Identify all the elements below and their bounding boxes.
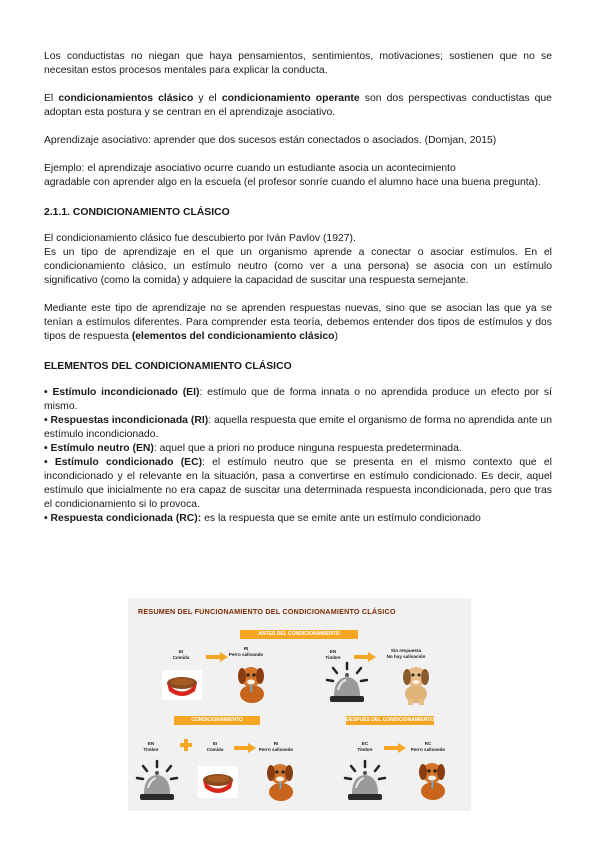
arrow-icon	[234, 743, 256, 753]
banner-during: CONDICIONAMIENTO	[174, 716, 260, 725]
bell-icon	[324, 660, 370, 706]
section-heading-elements: ELEMENTOS DEL CONDICIONAMIENTO CLÁSICO	[44, 361, 292, 372]
label-during-ei	[202, 741, 228, 752]
item-desc: : estímulo que de forma innata o no aprendida produce un efecto por sí mismo.	[44, 387, 552, 412]
item-term: • Estímulo condicionado (EC)	[44, 457, 203, 468]
salivating-dog-icon	[260, 758, 302, 804]
paragraph-example-line1: Ejemplo: el aprendizaje asociativo ocurre cuando un estudiante asocia un acontecimiento	[44, 163, 456, 174]
text-run: Mediante este tipo de aprendizaje no se aprenden respuestas nuevas, sino que se asocian las que ya se tenían a estímulos diferentes. Para comprender esta teoría, debemos entender dos tipos de estímulos y dos tipos de respuesta	[44, 303, 552, 342]
banner-after: DESPUÉS DEL CONDICIONAMIENTO	[346, 717, 435, 723]
classical-conditioning-infographic	[128, 598, 471, 811]
label-text: RI Perro salivando	[228, 646, 264, 657]
banner-before: ANTES DEL CONDICIONAMIENTO	[240, 630, 358, 639]
bell-icon	[134, 758, 180, 804]
label-text: EN Timbre	[325, 649, 341, 660]
label-during-en	[138, 741, 164, 752]
salivating-dog-icon	[232, 662, 272, 706]
text-run: )	[334, 331, 338, 342]
salivating-dog-icon	[412, 756, 454, 804]
label-text: RI Perro salivando	[258, 741, 294, 752]
paragraph-definition: Aprendizaje asociativo: aprender que dos sucesos están conectados o asociados. (Domjan, 2015)	[44, 135, 497, 146]
elements-list	[44, 386, 552, 526]
item-desc: es la respuesta que se emite ante un estímulo condicionado	[201, 513, 481, 524]
text-run: son dos perspectivas conductistas que adoptan esta postura y se centran en el aprendizaje asociativo.	[44, 93, 552, 118]
label-text: EC Timbre	[357, 741, 373, 752]
item-desc: : aquel que a priori no produce ninguna respuesta predeterminada.	[153, 443, 462, 454]
arrow-icon	[384, 743, 406, 753]
list-item	[44, 386, 552, 414]
food-bowl-icon	[198, 766, 238, 798]
list-item	[44, 414, 552, 442]
bell-icon	[342, 758, 388, 804]
paragraph-intro: Los conductistas no niegan que haya pensamientos, sentimientos, motivaciones; sostienen que no se necesitan estos procesos mentales para explicar la conducta.	[44, 51, 552, 76]
item-term: • Estímulo incondicionado (EI)	[44, 387, 200, 398]
infographic-title: RESUMEN DEL FUNCIONAMIENTO DEL CONDICIONAMIENTO CLÁSICO	[138, 607, 396, 616]
item-desc: : el estímulo neutro que se presenta en el mismo contexto que el incondicionado y el relevante en la situación, pasa a convertirse en estímulo condicionado. Es decir, aquel estímulo que inicialmente no era capaz de suscitar una determinada respuesta incondicionada, pero que tras el condicionamiento si lo provoca.	[44, 457, 552, 510]
label-after-ec	[352, 741, 378, 752]
list-item	[44, 512, 552, 526]
list-item	[44, 456, 552, 512]
paragraph-learning	[44, 302, 552, 344]
item-term: • Respuestas incondicionada (RI)	[44, 415, 209, 426]
text-run: El	[44, 93, 59, 104]
label-before-none	[386, 648, 426, 659]
plus-icon	[180, 739, 192, 751]
arrow-icon	[206, 652, 228, 662]
item-term: • Respuesta condicionada (RC):	[44, 513, 202, 524]
term-operant: condicionamiento operante	[221, 93, 360, 104]
calm-dog-icon	[398, 662, 434, 706]
paragraph-pavlov: El condicionamiento clásico fue descubierto por Iván Pavlov (1927).	[44, 233, 356, 244]
paragraph-example-line2: agradable con aprender algo en la escuela (el profesor sonríe cuando el alumno hace una buena pregunta).	[44, 177, 541, 188]
food-bowl-icon	[162, 670, 202, 700]
label-text: EI Comida	[206, 741, 224, 752]
label-text: Sin respuesta No hay salivación	[386, 648, 426, 659]
label-before-ei	[166, 649, 196, 660]
item-desc: : aquella respuesta que emite el organismo de forma no aprendida ante un estímulo incondicionado.	[44, 415, 552, 440]
label-after-rc	[408, 741, 448, 752]
text-run: y el	[193, 93, 222, 104]
list-item	[44, 442, 552, 456]
paragraph-classical-def: Es un tipo de aprendizaje en el que un organismo aprende a conectar o asociar estímulos. En el condicionamiento clásico, un estímulo neutro (como ver a una persona) se asocia con un estímulo significativo (como la comida) y adquiere la capacidad de suscitar una respuesta semejante.	[44, 247, 552, 286]
label-text: EI Comida	[172, 649, 190, 660]
term-elements: (elementos del condicionamiento clásico	[131, 331, 335, 342]
item-term: • Estímulo neutro (EN)	[44, 443, 154, 454]
section-heading-classical: 2.1.1. CONDICIONAMIENTO CLÁSICO	[44, 207, 230, 218]
label-during-ri	[256, 741, 296, 752]
paragraph-perspectives	[44, 92, 552, 120]
label-text: EN Timbre	[143, 741, 159, 752]
label-text: RC Perro salivando	[410, 741, 446, 752]
term-classical: condicionamientos clásico	[58, 93, 194, 104]
label-before-ri	[226, 646, 266, 657]
label-before-en	[320, 649, 346, 660]
document-page	[44, 50, 552, 526]
